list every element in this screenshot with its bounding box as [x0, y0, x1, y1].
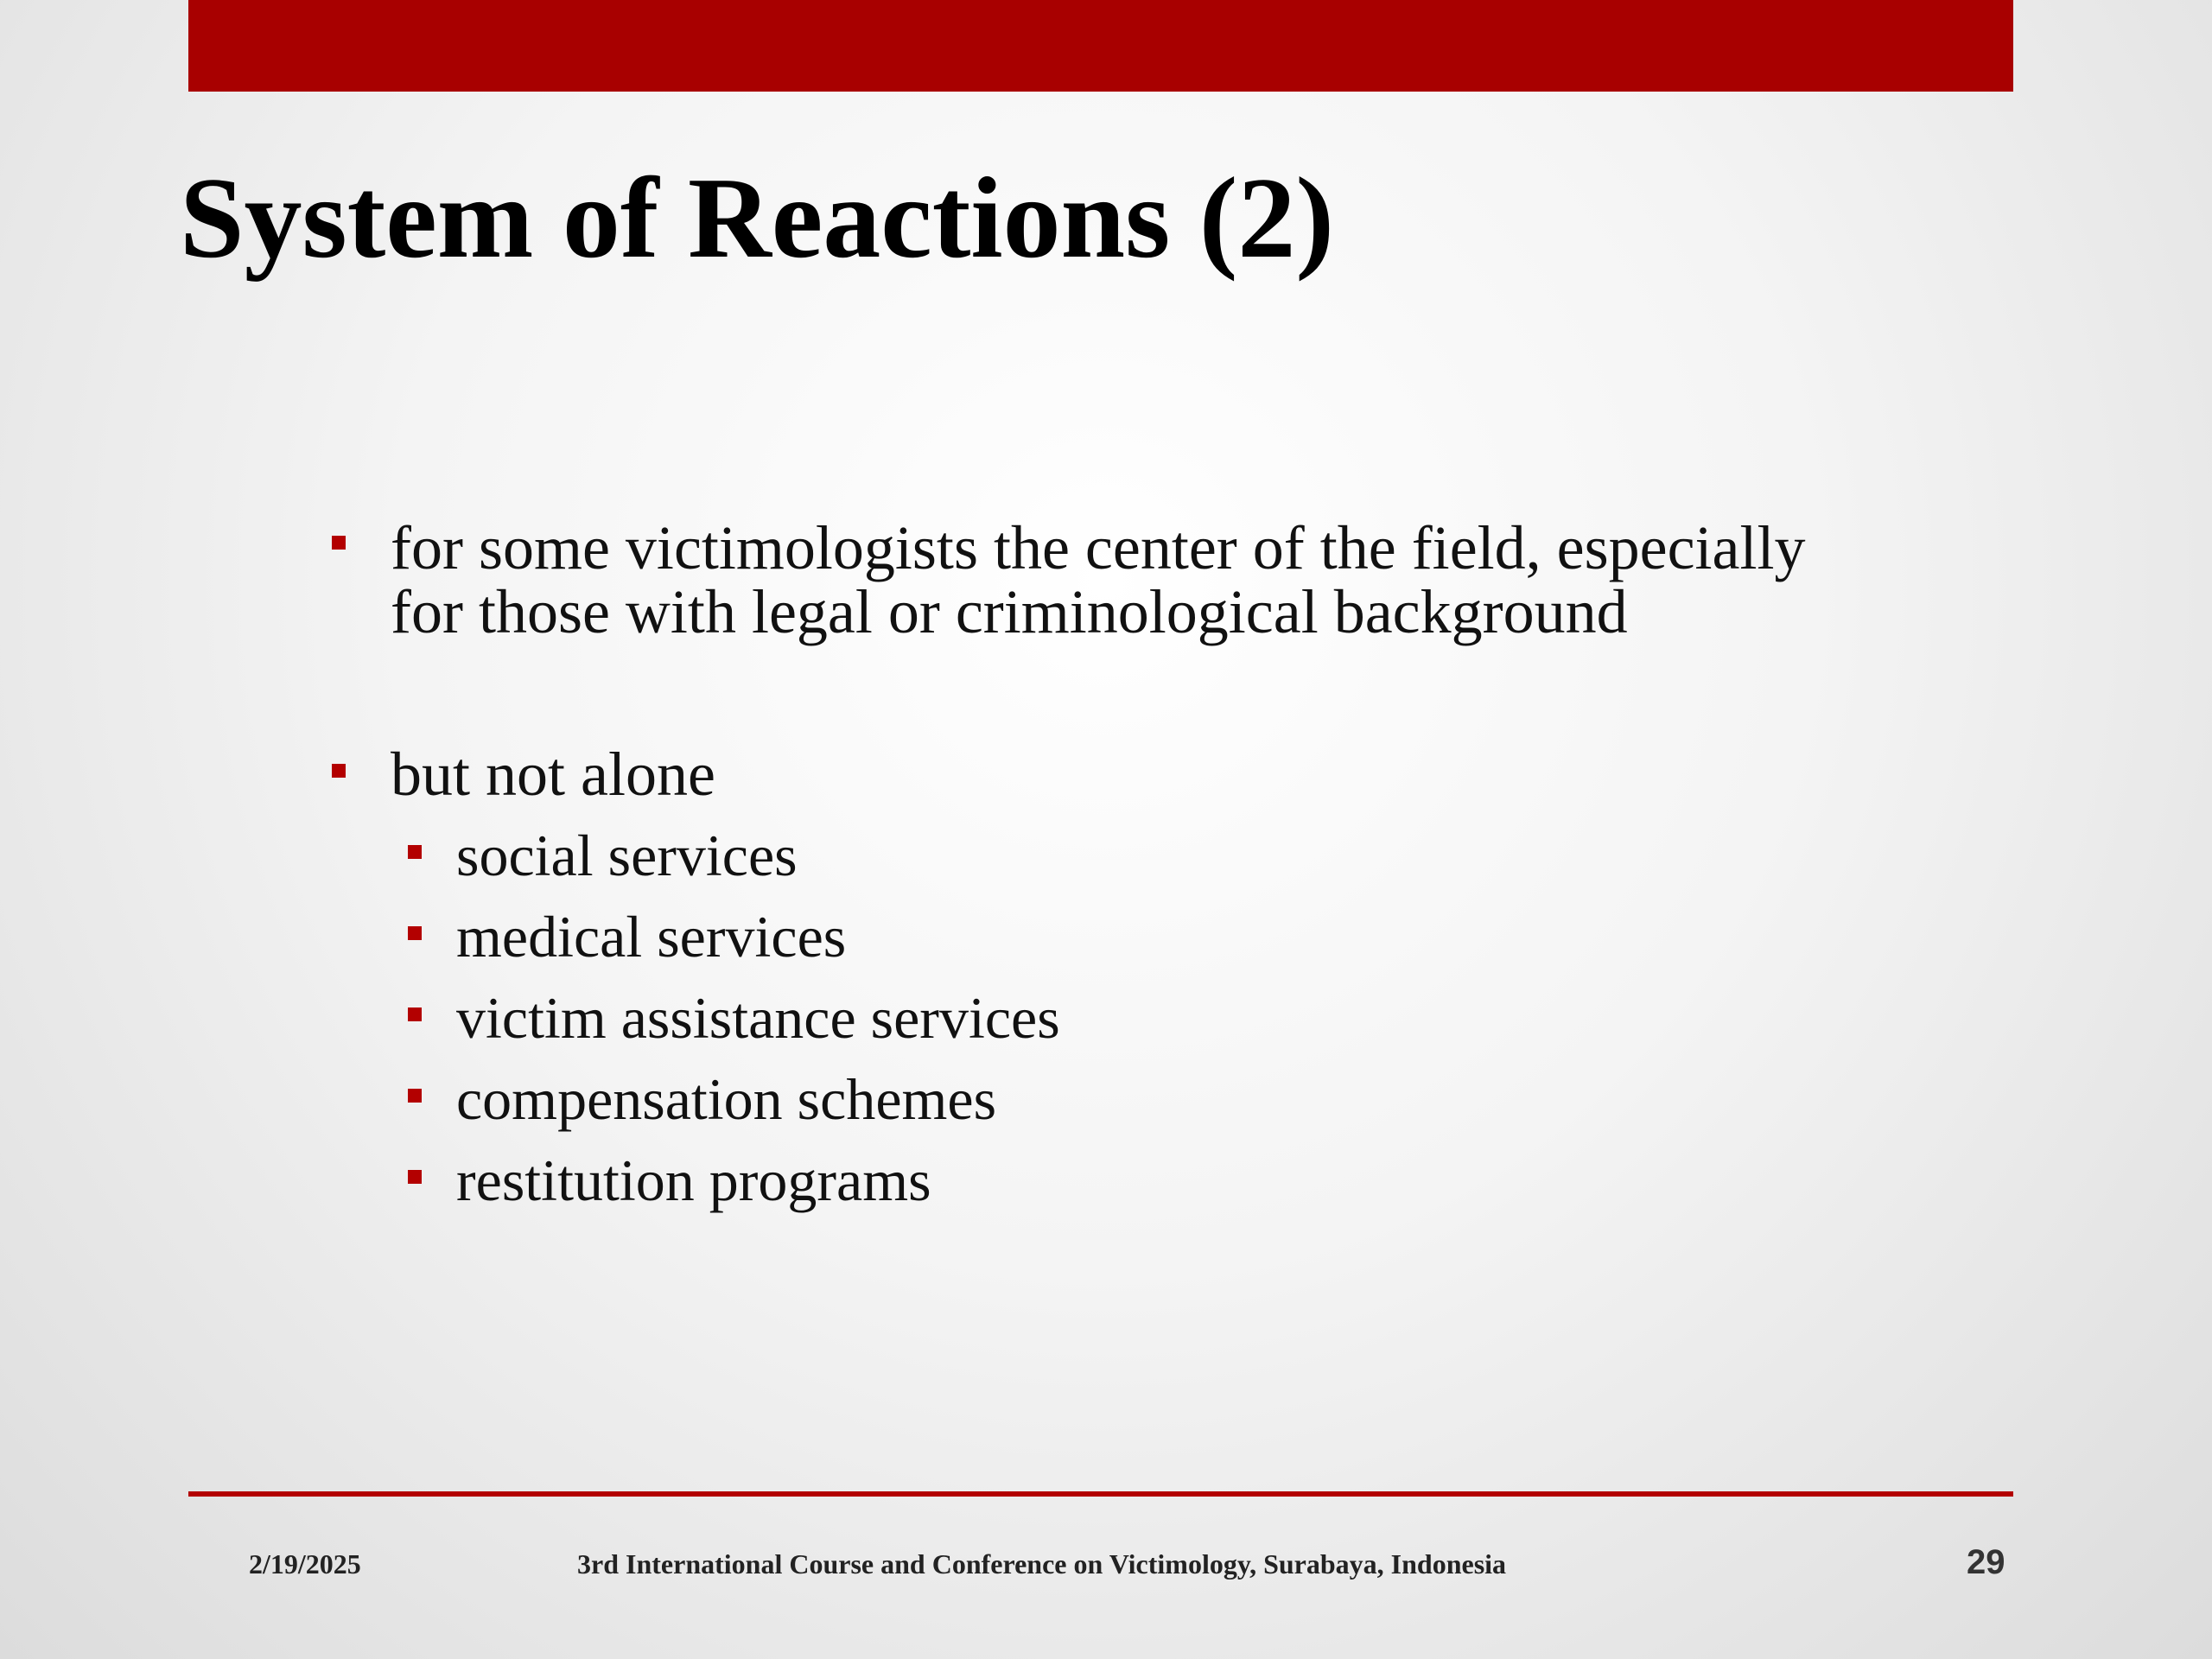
square-bullet-icon — [408, 1007, 422, 1021]
square-bullet-icon — [332, 536, 346, 550]
sub-bullet-text: social services — [456, 823, 798, 888]
page-number: 29 — [1967, 1543, 2005, 1581]
footer-divider — [188, 1491, 2013, 1497]
slide-title: System of Reactions (2) — [180, 154, 1335, 282]
bullet-text: but not alone — [391, 740, 715, 809]
bullet-text-line: for those with legal or criminological background — [391, 577, 1628, 646]
sub-bullet-text: victim assistance services — [456, 985, 1060, 1051]
square-bullet-icon — [408, 1089, 422, 1103]
square-bullet-icon — [332, 764, 346, 778]
square-bullet-icon — [408, 845, 422, 859]
footer-event: 3rd International Course and Conference on Victimology, Surabaya, Indonesia — [577, 1548, 1507, 1580]
sub-bullet-text: medical services — [456, 904, 847, 969]
square-bullet-icon — [408, 926, 422, 940]
sub-bullet-text: restitution programs — [456, 1147, 931, 1213]
bullet-text-line: for some victimologists the center of the field, especially — [391, 513, 1806, 582]
footer-date: 2/19/2025 — [249, 1548, 361, 1580]
sub-bullet-text: compensation schemes — [456, 1066, 997, 1132]
square-bullet-icon — [408, 1170, 422, 1184]
